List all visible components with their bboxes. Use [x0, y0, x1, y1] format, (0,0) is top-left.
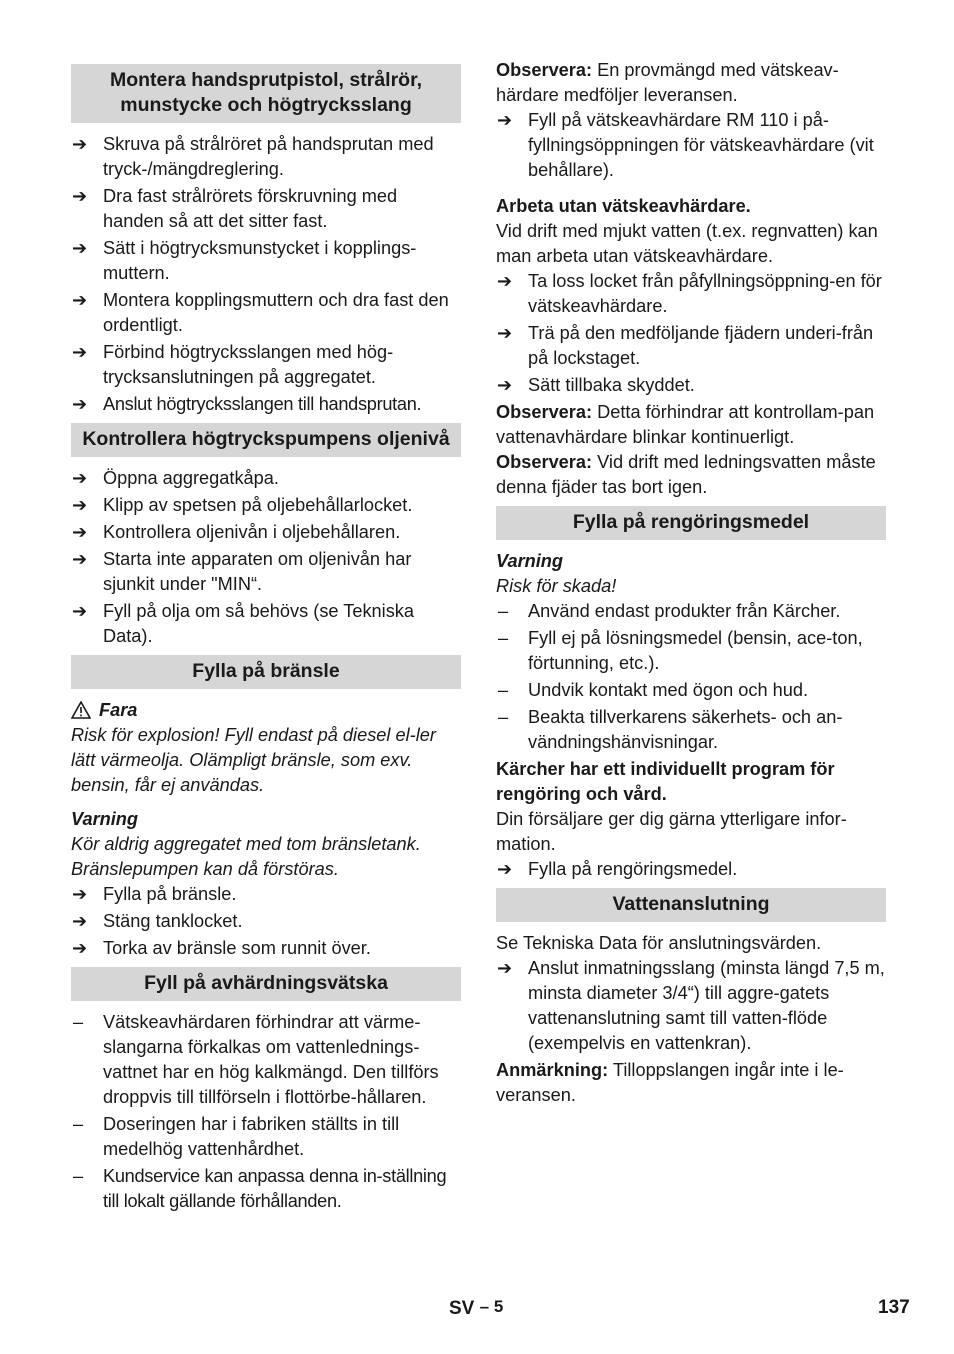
list-item: ➔ Ta loss locket från påfyllningsöppning-en för vätskeavhärdare. — [497, 271, 882, 316]
note-hose: Anmärkning: Tilloppslangen ingår inte i le-veransen. — [496, 1060, 844, 1105]
dash-bullet: – — [73, 1012, 84, 1032]
paragraph-tech-data: Se Tekniska Data för anslutningsvärden. — [496, 933, 822, 953]
dash-bullet: – — [498, 680, 509, 700]
list-item: ➔ Trä på den medföljande fjädern underi-från på lockstaget. — [497, 323, 874, 368]
warning-text: Risk för skada! — [496, 576, 617, 596]
arrow-right-icon: ➔ — [497, 271, 513, 291]
arrow-right-icon: ➔ — [72, 238, 88, 258]
arrow-right-icon: ➔ — [497, 110, 513, 130]
list-softener-notes — [71, 1010, 461, 1214]
arrow-right-icon: ➔ — [72, 342, 88, 362]
list-fuel-steps — [71, 882, 461, 961]
list-item: ➔ Skruva på strålröret på handsprutan med tryck-/mängdreglering. — [72, 134, 434, 179]
list-item: ➔ Stäng tanklocket. — [71, 909, 461, 934]
arrow-right-icon: ➔ — [497, 375, 513, 395]
arrow-right-icon: ➔ — [72, 186, 88, 206]
arrow-right-icon: ➔ — [72, 911, 88, 931]
arrow-right-icon: ➔ — [497, 859, 513, 879]
list-item: ➔ Förbind högtrycksslangen med hög-trycksanslutningen på aggregatet. — [72, 342, 394, 387]
section-heading-water: Vattenanslutning — [496, 888, 886, 922]
subheading-no-softener: Arbeta utan vätskeavhärdare. — [496, 196, 751, 216]
arrow-right-icon: ➔ — [497, 323, 513, 343]
list-item: ➔ Torka av bränsle som runnit över. — [71, 936, 461, 961]
right-column — [496, 58, 886, 1108]
list-item: – Beakta tillverkarens säkerhets- och an-vändningshänvisningar. — [498, 707, 843, 752]
list-item: – Undvik kontakt med ögon och hud. — [496, 678, 886, 703]
list-item: ➔ Öppna aggregatkåpa. — [71, 466, 461, 491]
list-item: ➔ Sätt tillbaka skyddet. — [496, 373, 886, 398]
list-item: ➔ Sätt i högtrycksmunstycket i kopplings-muttern. — [72, 238, 417, 283]
arrow-right-icon: ➔ — [72, 134, 88, 154]
left-column — [71, 58, 461, 1216]
list-item: ➔ Dra fast strålrörets förskruvning med handen så att det sitter fast. — [72, 186, 398, 231]
arrow-right-icon: ➔ — [72, 601, 88, 621]
list-item: ➔ Klipp av spetsen på oljebehållarlocket. — [71, 493, 461, 518]
arrow-right-icon: ➔ — [72, 468, 88, 488]
list-item: ➔ Montera kopplingsmuttern och dra fast den ordentligt. — [72, 290, 449, 335]
list-item: – Fyll ej på lösningsmedel (bensin, ace-ton, förtunning, etc.). — [498, 628, 863, 673]
note-lamp: Observera: Detta förhindrar att kontrollam-pan vattenavhärdare blinkar kontinuerligt. — [496, 402, 875, 447]
dash-bullet: – — [73, 1114, 84, 1134]
list-item: ➔ Anslut inmatningsslang (minsta längd 7,5 m, minsta diameter 3/4“) till aggre-gatets vattenanslutning samt till vatten-flöde (exempelvis en vattenkran). — [497, 958, 885, 1053]
danger-text: Risk för explosion! Fyll endast på diesel el-ler lätt värmeolja. Olämpligt bränsle, som exv. bensin, får ej användas. — [71, 725, 436, 795]
warning-heading: Varning — [496, 551, 564, 571]
note-sample: Observera: En provmängd med vätskeav-härdare medföljer leveransen. — [496, 60, 839, 105]
dash-bullet: – — [498, 601, 509, 621]
section-heading-fuel: Fylla på bränsle — [71, 655, 461, 689]
list-item: ➔ Kontrollera oljenivån i oljebehållaren. — [71, 520, 461, 545]
arrow-right-icon: ➔ — [497, 958, 513, 978]
list-no-softener-steps — [496, 269, 886, 398]
list-item: ➔ Fylla på rengöringsmedel. — [496, 857, 886, 882]
list-item: ➔ Fylla på bränsle. — [71, 882, 461, 907]
warning-heading: Varning — [71, 809, 139, 829]
dash-bullet: – — [498, 628, 509, 648]
arrow-right-icon: ➔ — [72, 522, 88, 542]
arrow-right-icon: ➔ — [72, 290, 88, 310]
dash-bullet: – — [498, 707, 509, 727]
danger-heading: Fara — [71, 698, 461, 723]
list-oil-steps — [71, 466, 461, 649]
warning-triangle-icon — [71, 701, 91, 719]
subheading-karcher-program: Kärcher har ett individuellt program för rengöring och vård. — [496, 759, 835, 804]
arrow-right-icon: ➔ — [72, 938, 88, 958]
arrow-right-icon: ➔ — [72, 884, 88, 904]
section-heading-mount: Montera handsprutpistol, strålrör, munstycke och högtrycksslang — [71, 64, 461, 123]
list-detergent-notes — [496, 599, 886, 755]
paragraph-dealer: Din försäljare ger dig gärna ytterligare infor-mation. — [496, 809, 847, 854]
arrow-right-icon: ➔ — [72, 394, 88, 414]
note-tap-water: Observera: Vid drift med ledningsvatten måste denna fjäder tas bort igen. — [496, 452, 876, 497]
section-heading-softener: Fyll på avhärdningsvätska — [71, 967, 461, 1001]
page-number: 137 — [878, 1297, 910, 1318]
list-item: – Vätskeavhärdaren förhindrar att värme-slangarna förkalkas om vattenlednings-vattnet har en hög kalkmängd. Den tillförs droppvis till tillförseln i flottörbe-hållaren. — [73, 1012, 439, 1107]
section-heading-detergent: Fylla på rengöringsmedel — [496, 506, 886, 540]
list-item: – Doseringen har i fabriken ställts in till medelhög vattenhårdhet. — [73, 1114, 400, 1159]
list-item: ➔ Starta inte apparaten om oljenivån har sjunkit under "MIN“. — [72, 549, 412, 594]
arrow-right-icon: ➔ — [72, 495, 88, 515]
list-item: ➔ Anslut högtrycksslangen till handsprutan. — [71, 392, 461, 417]
paragraph-soft-water: Vid drift med mjukt vatten (t.ex. regnvatten) kan man arbeta utan vätskeavhärdare. — [496, 221, 878, 266]
list-mount-steps — [71, 132, 461, 417]
list-item: – Använd endast produkter från Kärcher. — [496, 599, 886, 624]
section-heading-oil: Kontrollera högtryckspumpens oljenivå — [71, 423, 461, 457]
list-item: ➔ Fyll på vätskeavhärdare RM 110 i på-fyllningsöppningen för vätskeavhärdare (vit behållare). — [497, 110, 874, 180]
warning-text: Kör aldrig aggregatet med tom bränsletank. Bränslepumpen kan då förstöras. — [71, 834, 421, 879]
footer-language-section: SV – 5 — [449, 1297, 504, 1319]
arrow-right-icon: ➔ — [72, 549, 88, 569]
list-item: ➔ Fyll på olja om så behövs (se Tekniska Data). — [72, 601, 415, 646]
list-item: – Kundservice kan anpassa denna in-ställning till lokalt gällande förhållanden. — [73, 1166, 447, 1211]
dash-bullet: – — [73, 1166, 84, 1186]
